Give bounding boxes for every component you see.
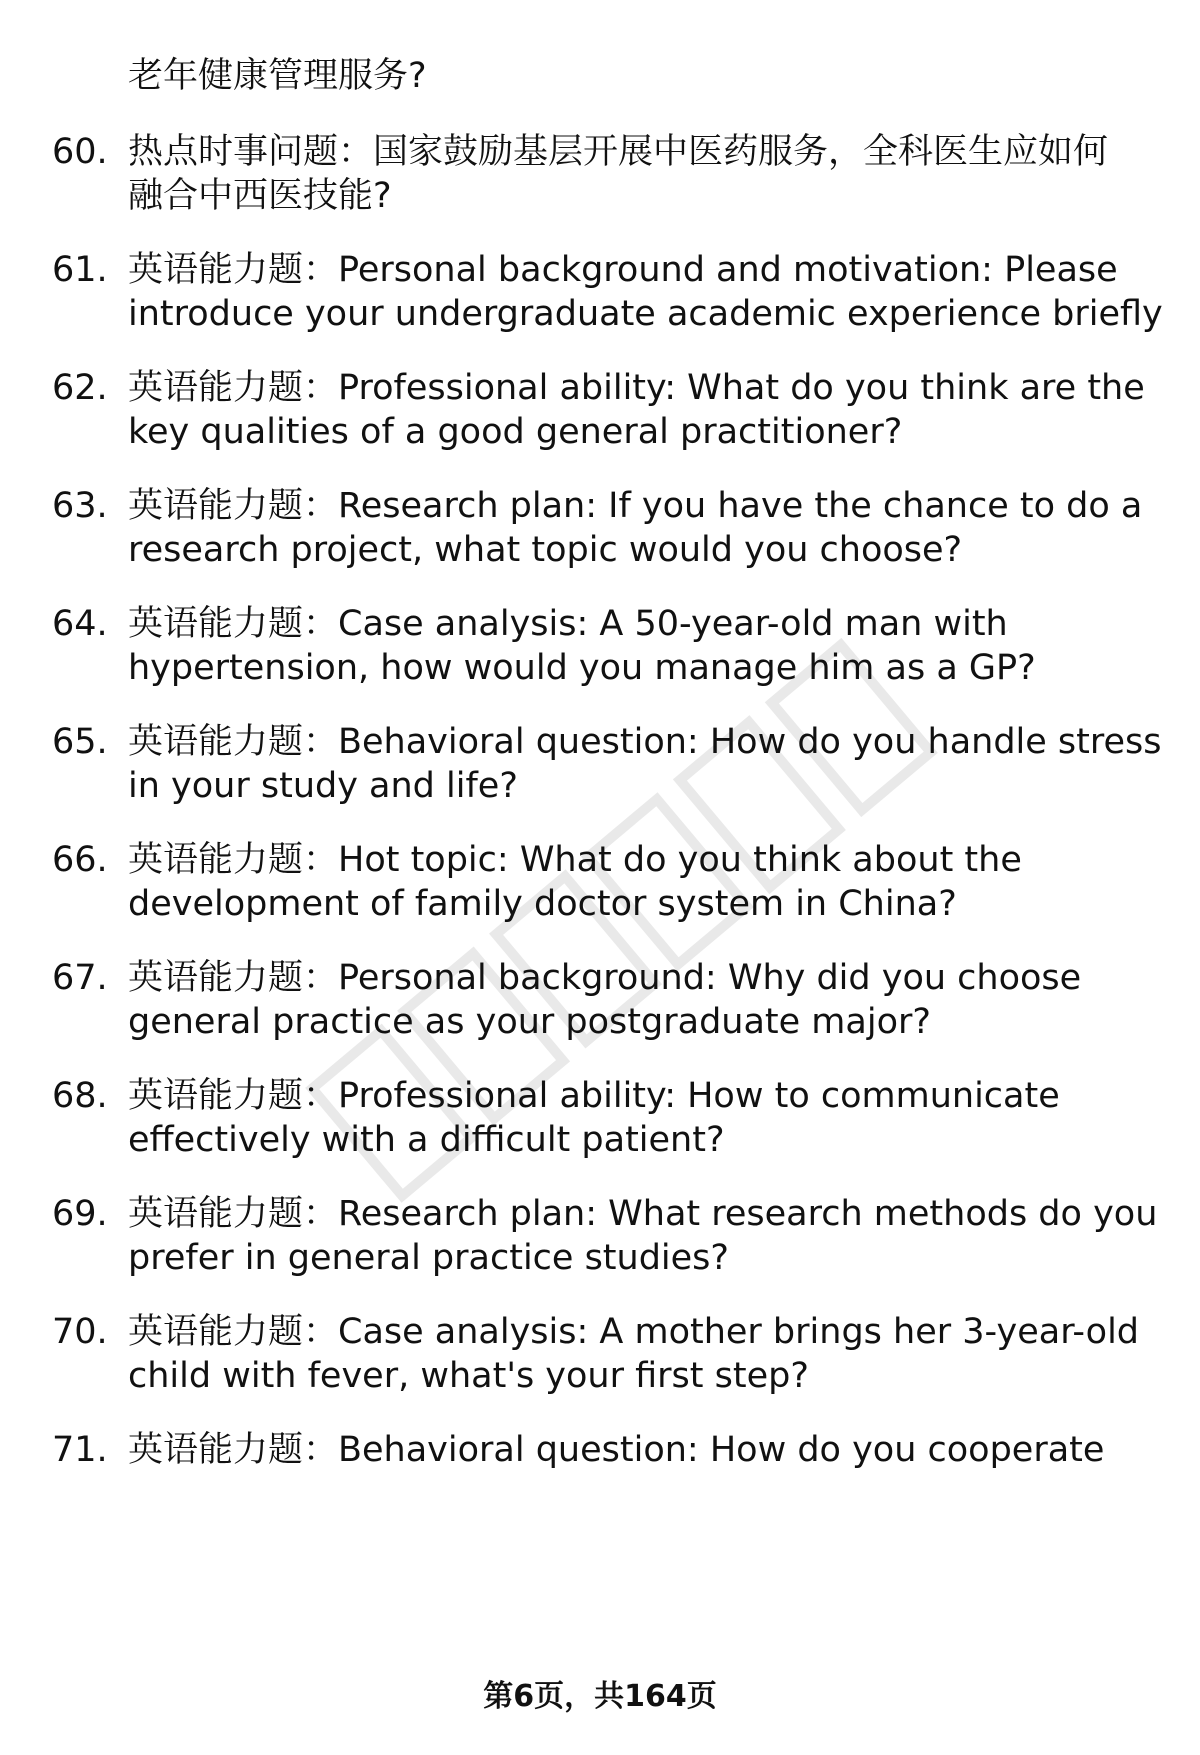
question-number: 71. xyxy=(52,1430,108,1470)
question-line: 英语能力题：Case analysis: A 50-year-old man with xyxy=(128,604,1008,644)
question-line: 英语能力题：Professional ability: How to communicate xyxy=(128,1076,1060,1116)
question-line: introduce your undergraduate academic experience briefly xyxy=(128,294,1163,334)
question-line: in your study and life? xyxy=(128,766,518,806)
question-line: 英语能力题：Personal background: Why did you choose xyxy=(128,958,1082,998)
question-line: 英语能力题：Research plan: What research methods do you xyxy=(128,1194,1158,1234)
question-line: 英语能力题：Personal background and motivation: Please xyxy=(128,250,1118,290)
question-number: 70. xyxy=(52,1312,108,1352)
question-line: 融合中西医技能? xyxy=(128,176,392,216)
question-line: development of family doctor system in China? xyxy=(128,884,957,924)
question-line: general practice as your postgraduate major? xyxy=(128,1002,931,1042)
question-line: 英语能力题：Case analysis: A mother brings her 3-year-old xyxy=(128,1312,1140,1352)
question-line: 热点时事问题：国家鼓励基层开展中医药服务，全科医生应如何 xyxy=(128,132,1109,172)
question-line: 英语能力题：Hot topic: What do you think about the xyxy=(128,840,1022,880)
question-line: child with fever, what's your first step? xyxy=(128,1356,809,1396)
question-number: 67. xyxy=(52,958,108,998)
question-number: 61. xyxy=(52,250,108,290)
question-number: 69. xyxy=(52,1194,108,1234)
question-number: 66. xyxy=(52,840,108,880)
question-line: 英语能力题：Behavioral question: How do you handle stress xyxy=(128,722,1162,762)
question-number: 65. xyxy=(52,722,108,762)
question-number: 63. xyxy=(52,486,108,526)
question-line: hypertension, how would you manage him as a GP? xyxy=(128,648,1036,688)
question-number: 62. xyxy=(52,368,108,408)
question-number: 64. xyxy=(52,604,108,644)
question-line: prefer in general practice studies? xyxy=(128,1238,729,1278)
question-line: effectively with a difficult patient? xyxy=(128,1120,725,1160)
question-line: 英语能力题：Research plan: If you have the chance to do a xyxy=(128,486,1143,526)
question-line: research project, what topic would you choose? xyxy=(128,530,963,570)
page-footer: 第6页，共164页 xyxy=(483,1679,717,1714)
question-number: 60. xyxy=(52,132,108,172)
question-line: 英语能力题：Behavioral question: How do you cooperate xyxy=(128,1430,1105,1470)
question-line: 英语能力题：Professional ability: What do you think are the xyxy=(128,368,1145,408)
question-line: key qualities of a good general practitioner? xyxy=(128,412,903,452)
question-line: 老年健康管理服务? xyxy=(128,56,427,96)
question-number: 68. xyxy=(52,1076,108,1116)
